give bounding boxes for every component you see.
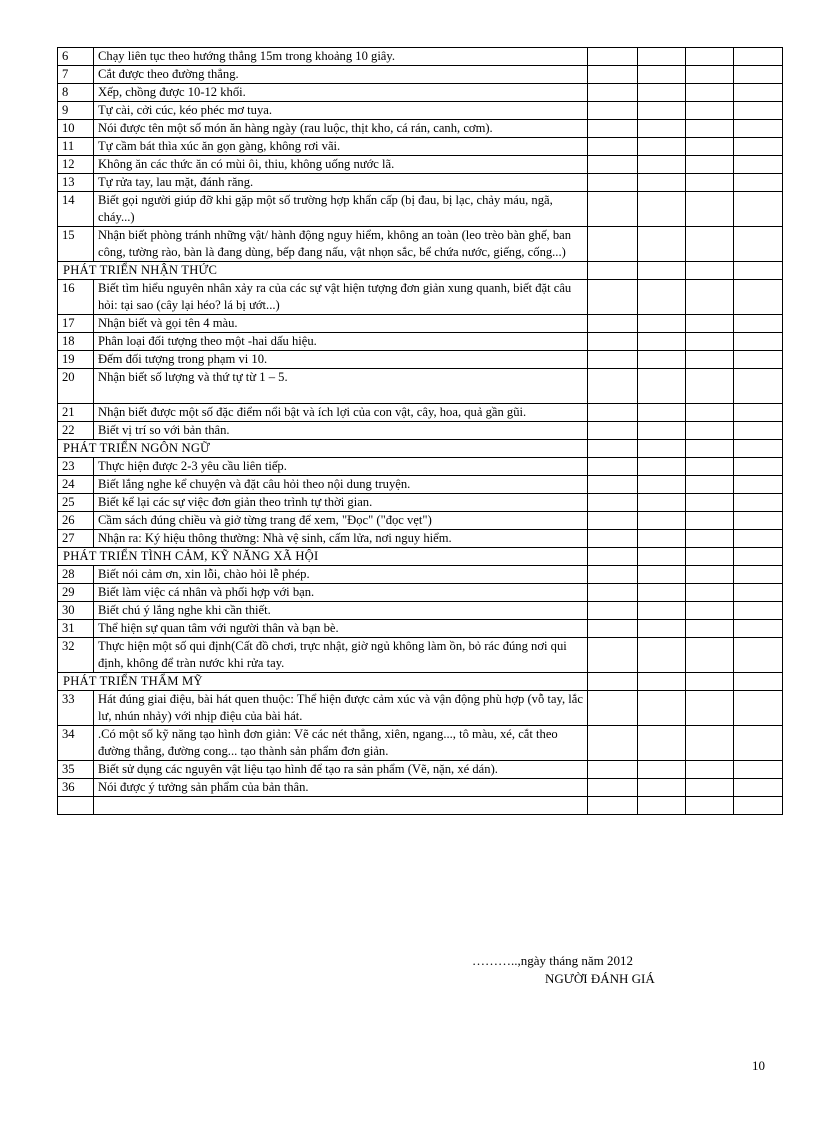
rating-cell[interactable]	[588, 797, 638, 815]
criterion-number: 23	[58, 458, 94, 476]
rating-cell[interactable]	[638, 458, 686, 476]
criterion-number: 8	[58, 84, 94, 102]
criterion-row	[58, 761, 783, 779]
criterion-text	[94, 48, 588, 66]
criterion-label: Phân loại đối tượng theo một -hai dấu hiệu.	[98, 334, 317, 348]
rating-cell[interactable]	[588, 512, 638, 530]
rating-cell[interactable]	[588, 673, 638, 691]
criterion-label: Biết kể lại các sự việc đơn giản theo trình tự thời gian.	[98, 495, 373, 509]
criterion-row	[58, 138, 783, 156]
criterion-text	[94, 458, 588, 476]
rating-cell[interactable]	[686, 440, 734, 458]
criterion-label: Biết vị trí so với bản thân.	[98, 423, 230, 437]
rating-cell[interactable]	[638, 548, 686, 566]
criterion-row	[58, 174, 783, 192]
rating-cell[interactable]	[638, 262, 686, 280]
criterion-number: 28	[58, 566, 94, 584]
criterion-label: Nhận biết phòng tránh những vật/ hành động nguy hiểm, không an toàn (leo trèo bàn ghế, ban công, tường rào, bàn là đang dùng, bếp đang nấu, vật nhọn sắc, bể chứa nước, giếng, cống...)	[98, 228, 572, 259]
criterion-row	[58, 779, 783, 797]
rating-cell[interactable]	[588, 440, 638, 458]
rating-cell[interactable]	[686, 66, 734, 84]
rating-cell[interactable]	[686, 458, 734, 476]
rating-cell[interactable]	[734, 494, 783, 512]
rating-cell[interactable]	[638, 66, 686, 84]
rating-cell[interactable]	[734, 638, 783, 673]
rating-cell[interactable]	[638, 156, 686, 174]
rating-cell[interactable]	[588, 761, 638, 779]
rating-cell[interactable]	[734, 673, 783, 691]
date-line: ………..,ngày tháng năm 2012	[472, 953, 634, 968]
criterion-text	[94, 638, 588, 673]
rating-cell[interactable]	[686, 797, 734, 815]
criterion-label: Tự cầm bát thìa xúc ăn gọn gàng, không rơi vãi.	[98, 139, 341, 153]
criterion-number: 16	[58, 280, 94, 315]
rating-cell[interactable]	[638, 530, 686, 548]
rating-cell[interactable]	[638, 494, 686, 512]
rating-cell[interactable]	[638, 566, 686, 584]
rating-cell[interactable]	[638, 602, 686, 620]
rating-cell[interactable]	[734, 726, 783, 761]
rating-cell[interactable]	[734, 333, 783, 351]
rating-cell[interactable]	[734, 138, 783, 156]
rating-cell[interactable]	[734, 548, 783, 566]
criterion-text	[94, 351, 588, 369]
rating-cell[interactable]	[638, 584, 686, 602]
rating-cell[interactable]	[638, 797, 686, 815]
criterion-text	[94, 726, 588, 761]
criterion-number: 35	[58, 761, 94, 779]
criterion-number: 6	[58, 48, 94, 66]
empty-row	[58, 797, 783, 815]
rating-cell[interactable]	[734, 620, 783, 638]
criterion-text	[94, 138, 588, 156]
rating-cell[interactable]	[686, 548, 734, 566]
rating-cell[interactable]	[734, 84, 783, 102]
criterion-label: Không ăn các thức ăn có mùi ôi, thiu, không uống nước lã.	[98, 157, 395, 171]
rating-cell[interactable]	[638, 673, 686, 691]
rating-cell[interactable]	[588, 458, 638, 476]
rating-cell[interactable]	[638, 440, 686, 458]
criterion-text	[94, 404, 588, 422]
criterion-text	[94, 227, 588, 262]
rating-cell[interactable]	[588, 227, 638, 262]
criterion-number: 9	[58, 102, 94, 120]
criterion-number: 17	[58, 315, 94, 333]
criterion-number: 33	[58, 691, 94, 726]
criterion-row	[58, 726, 783, 761]
rating-cell[interactable]	[588, 333, 638, 351]
rating-cell[interactable]	[686, 476, 734, 494]
criterion-label: Cắt được theo đường thẳng.	[98, 67, 239, 81]
criterion-number: 27	[58, 530, 94, 548]
rating-cell[interactable]	[686, 779, 734, 797]
criterion-text	[94, 691, 588, 726]
criterion-label: Biết làm việc cá nhân và phối hợp với bạn.	[98, 585, 315, 599]
criterion-label: Biết gọi người giúp đỡ khi gặp một số trường hợp khẩn cấp (bị đau, bị lạc, chảy máu, ngã, cháy...)	[98, 193, 553, 224]
rating-cell[interactable]	[686, 620, 734, 638]
rating-cell[interactable]	[686, 333, 734, 351]
rating-cell[interactable]	[588, 691, 638, 726]
rating-cell[interactable]	[734, 280, 783, 315]
rating-cell[interactable]	[588, 48, 638, 66]
rating-cell[interactable]	[588, 638, 638, 673]
criterion-text	[94, 494, 588, 512]
criterion-row	[58, 422, 783, 440]
criterion-text	[94, 102, 588, 120]
criterion-row	[58, 351, 783, 369]
rating-cell[interactable]	[686, 422, 734, 440]
rating-cell[interactable]	[734, 691, 783, 726]
rating-cell[interactable]	[734, 404, 783, 422]
rating-cell[interactable]	[686, 584, 734, 602]
criterion-number: 14	[58, 192, 94, 227]
criterion-label: Cầm sách đúng chiều và giở từng trang để xem, "Đọc" ("đọc vẹt")	[98, 513, 432, 527]
rating-cell[interactable]	[638, 369, 686, 404]
rating-cell[interactable]	[686, 512, 734, 530]
criterion-row	[58, 638, 783, 673]
section-heading: PHÁT TRIỂN THẨM MỸ	[58, 673, 588, 691]
criterion-row	[58, 192, 783, 227]
rating-cell[interactable]	[638, 227, 686, 262]
rating-cell[interactable]	[588, 476, 638, 494]
rating-cell[interactable]	[638, 138, 686, 156]
rating-cell[interactable]	[734, 120, 783, 138]
criterion-text	[94, 280, 588, 315]
rating-cell[interactable]	[686, 726, 734, 761]
rating-cell[interactable]	[588, 120, 638, 138]
rating-cell[interactable]	[588, 156, 638, 174]
section-row	[58, 673, 783, 691]
criterion-number: 13	[58, 174, 94, 192]
criterion-number: 31	[58, 620, 94, 638]
criterion-number: 15	[58, 227, 94, 262]
rating-cell[interactable]	[588, 530, 638, 548]
rating-cell[interactable]	[686, 602, 734, 620]
rating-cell[interactable]	[686, 138, 734, 156]
criterion-row	[58, 333, 783, 351]
rating-cell[interactable]	[638, 351, 686, 369]
rating-cell[interactable]	[638, 620, 686, 638]
rating-cell[interactable]	[588, 584, 638, 602]
criterion-text	[94, 530, 588, 548]
rating-cell[interactable]	[734, 156, 783, 174]
criterion-text	[94, 422, 588, 440]
rating-cell[interactable]	[734, 227, 783, 262]
rating-cell[interactable]	[686, 280, 734, 315]
criterion-label: Hát đúng giai điệu, bài hát quen thuộc: Thể hiện được cảm xúc và vận động phù hợp (vỗ tay, lắc lư, nhún nhảy) với nhịp điệu của bài hát.	[98, 692, 583, 723]
criterion-label: Biết sử dụng các nguyên vật liệu tạo hình để tạo ra sản phẩm (Vẽ, nặn, xé dán).	[98, 762, 498, 776]
rating-cell[interactable]	[734, 351, 783, 369]
rating-cell[interactable]	[588, 138, 638, 156]
criterion-number: 20	[58, 369, 94, 404]
criterion-number: 30	[58, 602, 94, 620]
rating-cell[interactable]	[734, 102, 783, 120]
rating-cell[interactable]	[686, 262, 734, 280]
rating-cell[interactable]	[686, 494, 734, 512]
section-row	[58, 262, 783, 280]
criterion-label: Xếp, chồng được 10-12 khối.	[98, 85, 246, 99]
criterion-row	[58, 691, 783, 726]
rating-cell[interactable]	[588, 726, 638, 761]
rating-cell[interactable]	[686, 192, 734, 227]
rating-cell[interactable]	[686, 351, 734, 369]
section-heading: PHÁT TRIỂN NHẬN THỨC	[58, 262, 588, 280]
rating-cell[interactable]	[734, 476, 783, 494]
criterion-label: Nhận biết được một số đặc điểm nổi bật và ích lợi của con vật, cây, hoa, quả gần gũi.	[98, 405, 527, 419]
criterion-number: 19	[58, 351, 94, 369]
criterion-text	[94, 315, 588, 333]
rating-cell[interactable]	[588, 620, 638, 638]
criterion-text	[94, 333, 588, 351]
rating-cell[interactable]	[686, 566, 734, 584]
rating-cell[interactable]	[588, 494, 638, 512]
rating-cell[interactable]	[588, 602, 638, 620]
rating-cell[interactable]	[638, 315, 686, 333]
criterion-row	[58, 66, 783, 84]
rating-cell[interactable]	[638, 102, 686, 120]
criterion-text	[94, 84, 588, 102]
criterion-number: 32	[58, 638, 94, 673]
rating-cell[interactable]	[638, 280, 686, 315]
criterion-label: Đếm đối tượng trong phạm vi 10.	[98, 352, 268, 366]
criterion-text	[94, 156, 588, 174]
rating-cell[interactable]	[638, 192, 686, 227]
criterion-label: Nói được tên một số món ăn hàng ngày (rau luộc, thịt kho, cá rán, canh, cơm).	[98, 121, 493, 135]
rating-cell[interactable]	[638, 779, 686, 797]
rating-cell[interactable]	[638, 761, 686, 779]
rating-cell[interactable]	[734, 584, 783, 602]
criterion-number: 29	[58, 584, 94, 602]
criterion-number: 11	[58, 138, 94, 156]
rating-cell[interactable]	[734, 440, 783, 458]
rating-cell[interactable]	[734, 530, 783, 548]
criterion-row	[58, 156, 783, 174]
rating-cell[interactable]	[638, 476, 686, 494]
rating-cell[interactable]	[588, 422, 638, 440]
criterion-number: 34	[58, 726, 94, 761]
criterion-number: 25	[58, 494, 94, 512]
rating-cell[interactable]	[734, 192, 783, 227]
criterion-row	[58, 602, 783, 620]
rating-cell[interactable]	[734, 48, 783, 66]
criterion-text	[94, 761, 588, 779]
rating-cell[interactable]	[734, 779, 783, 797]
rating-cell[interactable]	[734, 66, 783, 84]
rating-cell[interactable]	[686, 174, 734, 192]
rating-cell[interactable]	[588, 315, 638, 333]
criterion-label: Biết tìm hiểu nguyên nhân xảy ra của các sự vật hiện tượng đơn giản xung quanh, biết đặt câu hỏi: tại sao (cây lại héo? lá bị ướt...)	[98, 281, 572, 312]
rating-cell[interactable]	[686, 691, 734, 726]
criterion-text	[94, 584, 588, 602]
criterion-text	[94, 192, 588, 227]
rating-cell[interactable]	[588, 779, 638, 797]
criterion-text	[94, 779, 588, 797]
criterion-label: Nhận biết và gọi tên 4 màu.	[98, 316, 238, 330]
assessment-table	[57, 47, 783, 815]
criterion-label: Nhận ra: Ký hiệu thông thường: Nhà vệ sinh, cấm lửa, nơi nguy hiểm.	[98, 531, 452, 545]
page-number: 10	[752, 1058, 765, 1073]
criterion-label: .Có một số kỹ năng tạo hình đơn giản: Vẽ các nét thẳng, xiên, ngang..., tô màu, xé, cắt theo đường thẳng, đường cong... tạo thành sản phẩm đơn giản.	[98, 727, 558, 758]
criterion-row	[58, 315, 783, 333]
rating-cell[interactable]	[588, 280, 638, 315]
criterion-row	[58, 584, 783, 602]
criterion-number: 12	[58, 156, 94, 174]
rating-cell[interactable]	[686, 156, 734, 174]
criterion-text	[94, 174, 588, 192]
rating-cell[interactable]	[734, 566, 783, 584]
criterion-text	[94, 120, 588, 138]
rating-cell[interactable]	[638, 691, 686, 726]
rating-cell[interactable]	[734, 174, 783, 192]
criterion-row	[58, 227, 783, 262]
criterion-row	[58, 512, 783, 530]
rating-cell[interactable]	[588, 66, 638, 84]
rating-cell[interactable]	[686, 102, 734, 120]
criterion-number: 36	[58, 779, 94, 797]
empty-cell	[58, 797, 94, 815]
rating-cell[interactable]	[734, 602, 783, 620]
criterion-row	[58, 566, 783, 584]
rating-cell[interactable]	[638, 404, 686, 422]
rating-cell[interactable]	[638, 120, 686, 138]
criterion-number: 7	[58, 66, 94, 84]
rating-cell[interactable]	[588, 548, 638, 566]
signer-title: NGƯỜI ĐÁNH GIÁ	[545, 971, 655, 986]
rating-cell[interactable]	[588, 566, 638, 584]
criterion-row	[58, 476, 783, 494]
rating-cell[interactable]	[686, 761, 734, 779]
rating-cell[interactable]	[686, 120, 734, 138]
criterion-text	[94, 369, 588, 404]
rating-cell[interactable]	[734, 458, 783, 476]
criterion-text	[94, 566, 588, 584]
section-row	[58, 548, 783, 566]
criterion-label: Thực hiện được 2-3 yêu cầu liên tiếp.	[98, 459, 287, 473]
rating-cell[interactable]	[588, 174, 638, 192]
rating-cell[interactable]	[734, 761, 783, 779]
criterion-number: 18	[58, 333, 94, 351]
criterion-label: Biết chú ý lắng nghe khi cần thiết.	[98, 603, 271, 617]
criterion-row	[58, 494, 783, 512]
criterion-label: Tự rửa tay, lau mặt, đánh răng.	[98, 175, 254, 189]
rating-cell[interactable]	[638, 422, 686, 440]
criterion-row	[58, 530, 783, 548]
rating-cell[interactable]	[588, 102, 638, 120]
criterion-text	[94, 476, 588, 494]
rating-cell[interactable]	[686, 315, 734, 333]
criterion-row	[58, 620, 783, 638]
criterion-row	[58, 404, 783, 422]
rating-cell[interactable]	[588, 351, 638, 369]
rating-cell[interactable]	[638, 174, 686, 192]
criterion-label: Chạy liên tục theo hướng thẳng 15m trong khoảng 10 giây.	[98, 49, 396, 63]
rating-cell[interactable]	[588, 192, 638, 227]
rating-cell[interactable]	[588, 262, 638, 280]
rating-cell[interactable]	[588, 84, 638, 102]
criterion-text	[94, 66, 588, 84]
criterion-row	[58, 48, 783, 66]
rating-cell[interactable]	[734, 315, 783, 333]
criterion-text	[94, 620, 588, 638]
criterion-label: Tự cài, cởi cúc, kéo phéc mơ tuya.	[98, 103, 273, 117]
criterion-row	[58, 280, 783, 315]
criterion-row	[58, 84, 783, 102]
criterion-number: 24	[58, 476, 94, 494]
rating-cell[interactable]	[686, 404, 734, 422]
rating-cell[interactable]	[734, 422, 783, 440]
rating-cell[interactable]	[686, 48, 734, 66]
rating-cell[interactable]	[686, 84, 734, 102]
rating-cell[interactable]	[686, 673, 734, 691]
rating-cell[interactable]	[686, 369, 734, 404]
criterion-row	[58, 369, 783, 404]
criterion-number: 22	[58, 422, 94, 440]
rating-cell[interactable]	[588, 369, 638, 404]
criterion-row	[58, 458, 783, 476]
empty-cell	[94, 797, 588, 815]
criterion-number: 26	[58, 512, 94, 530]
criterion-label: Thể hiện sự quan tâm với người thân và bạn bè.	[98, 621, 339, 635]
section-heading: PHÁT TRIỂN NGÔN NGỮ	[58, 440, 588, 458]
criterion-label: Nói được ý tưởng sản phẩm của bản thân.	[98, 780, 309, 794]
criterion-label: Biết nói cảm ơn, xin lỗi, chào hỏi lễ phép.	[98, 567, 310, 581]
rating-cell[interactable]	[638, 48, 686, 66]
criterion-text	[94, 512, 588, 530]
rating-cell[interactable]	[638, 512, 686, 530]
criterion-text	[94, 602, 588, 620]
rating-cell[interactable]	[734, 512, 783, 530]
section-row	[58, 440, 783, 458]
rating-cell[interactable]	[638, 638, 686, 673]
rating-cell[interactable]	[638, 333, 686, 351]
blank-line	[98, 386, 583, 403]
rating-cell[interactable]	[686, 530, 734, 548]
criterion-row	[58, 120, 783, 138]
rating-cell[interactable]	[686, 227, 734, 262]
criterion-number: 10	[58, 120, 94, 138]
criterion-label: Thực hiện một số qui định(Cất đồ chơi, trực nhật, giờ ngủ không làm ồn, bỏ rác đúng nơi qui định, không để tràn nước khi rửa tay.	[98, 639, 567, 670]
criterion-number: 21	[58, 404, 94, 422]
criterion-row	[58, 102, 783, 120]
section-heading: PHÁT TRIỂN TÌNH CẢM, KỸ NĂNG XÃ HỘI	[58, 548, 588, 566]
criterion-label: Biết lắng nghe kể chuyện và đặt câu hỏi theo nội dung truyện.	[98, 477, 411, 491]
rating-cell[interactable]	[638, 726, 686, 761]
rating-cell[interactable]	[734, 262, 783, 280]
rating-cell[interactable]	[734, 369, 783, 404]
rating-cell[interactable]	[638, 84, 686, 102]
criterion-label: Nhận biết số lượng và thứ tự từ 1 – 5.	[98, 370, 288, 384]
rating-cell[interactable]	[686, 638, 734, 673]
rating-cell[interactable]	[588, 404, 638, 422]
rating-cell[interactable]	[734, 797, 783, 815]
